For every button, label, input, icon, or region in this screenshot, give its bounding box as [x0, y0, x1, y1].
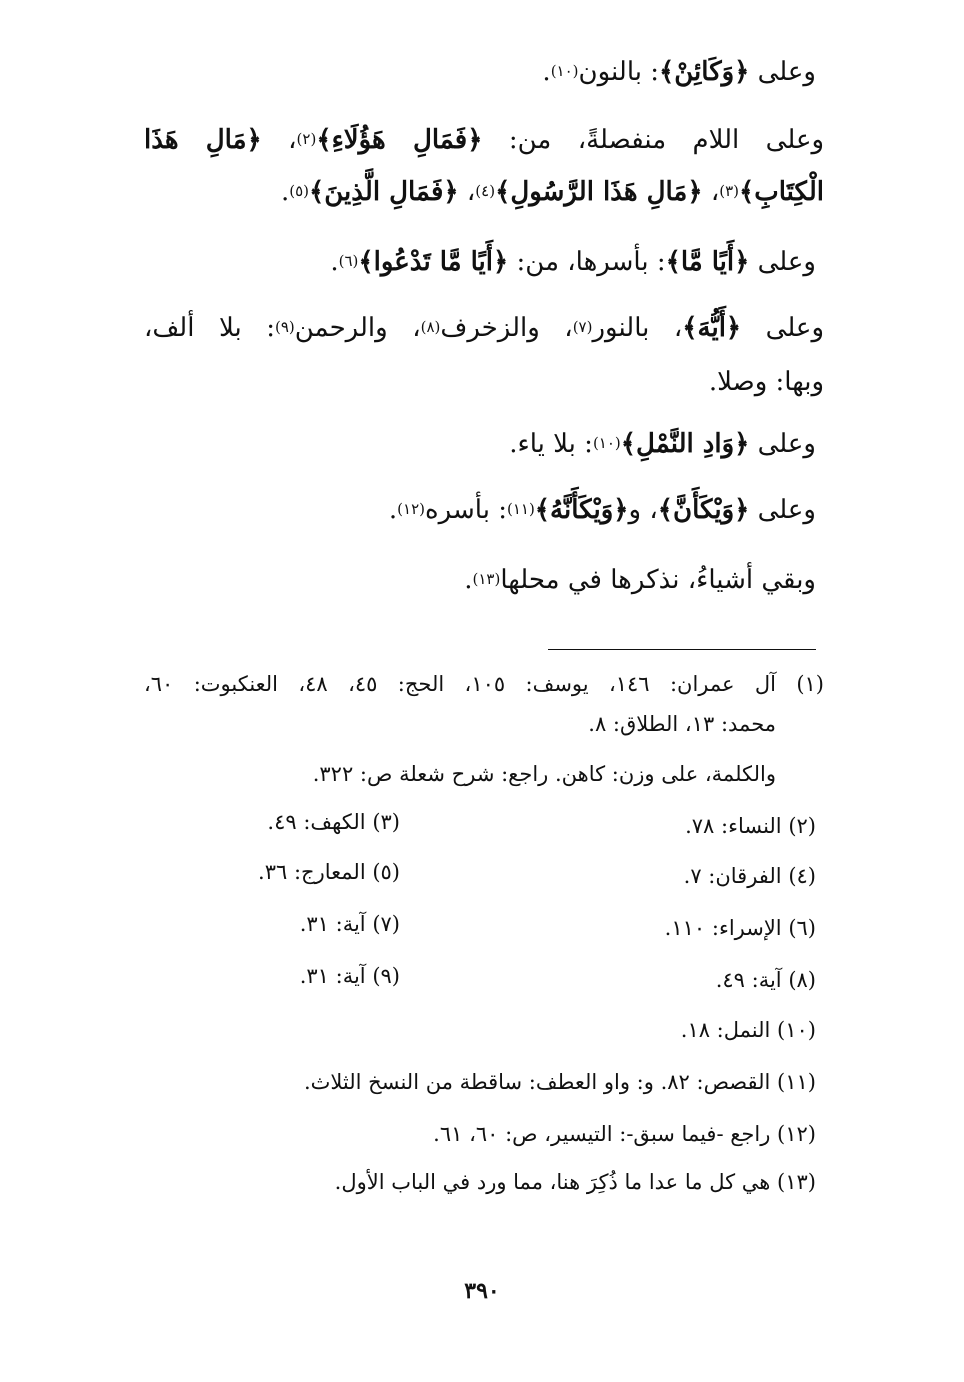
text: ، والرحمن — [294, 313, 421, 343]
footnote-ref: (٩) — [274, 318, 295, 336]
text: وعلى اللام منفصلةً، من: — [482, 125, 825, 155]
footnote-ref: (٧) — [572, 318, 593, 336]
footnote-8: (٨) آية: ٤٩. — [715, 968, 816, 992]
footnote-10: (١٠) النمل: ١٨. — [680, 1018, 816, 1042]
body-line-6: وبها: وصلا. — [708, 367, 824, 397]
footnote-ref: (٨) — [420, 318, 441, 336]
footnote-1: (١) آل عمران: ١٤٦، يوسف: ١٠٥، الحج: ٤٥، ٤٨، العنكبوت: ٦٠، — [144, 672, 824, 696]
footnote-ref: (٢) — [296, 130, 317, 148]
text: . — [280, 177, 290, 207]
footnote-2: (٢) النساء: ٧٨. — [685, 814, 816, 838]
text: وعلى — [749, 247, 816, 277]
footnote-ref: (٣) — [719, 182, 740, 200]
quran-quote: ﴿أَيًا مَّا تَدْعُوا﴾ — [358, 247, 509, 277]
body-line-1 — [542, 52, 816, 95]
body-line-2 — [144, 120, 824, 163]
footnote-11: (١١) القصص: ٨٢. و: واو العطف: ساقطة من النسخ الثلاث. — [303, 1070, 816, 1094]
quran-quote: ﴿أَيُّهَ﴾ — [682, 313, 742, 343]
footnote-1-cont: محمد: ١٣، الطلاق: ٨. — [588, 712, 776, 736]
body-line-9 — [464, 560, 816, 603]
footnote-9: (٩) آية: ٣١. — [299, 964, 400, 988]
quran-quote: الْكِتَابِ﴾ — [739, 177, 824, 207]
footnote-5: (٥) المعارج: ٣٦. — [258, 860, 400, 884]
text: وعلى — [749, 57, 816, 87]
footnote-4: (٤) الفرقان: ٧. — [683, 864, 816, 888]
text: وعلى — [741, 313, 825, 343]
quran-quote: ﴿مَالِ هَذَا — [144, 125, 262, 155]
footnote-6: (٦) الإسراء: ١١٠. — [664, 916, 816, 940]
footnote-ref: (١٢) — [397, 500, 426, 518]
footnote-ref: (٥) — [289, 182, 310, 200]
quran-quote: ﴿وَكَائِنْ﴾ — [659, 57, 750, 87]
text: : بأسره — [425, 495, 507, 525]
text: : بالنون — [578, 57, 660, 87]
footnote-ref: (٦) — [338, 252, 359, 270]
body-line-7 — [509, 424, 816, 467]
page-number: ٣٩٠ — [464, 1278, 500, 1304]
footnote-3: (٣) الكهف: ٤٩. — [267, 810, 400, 834]
body-line-3 — [281, 172, 824, 215]
quran-quote: ﴿أَيًا مَّا﴾ — [665, 247, 750, 277]
footnote-7: (٧) آية: ٣١. — [299, 912, 400, 936]
quran-quote: ﴿وَيْكَأَنَّ﴾ — [657, 495, 750, 525]
text: ، والزخرف — [440, 313, 573, 343]
text: ، بالنور — [592, 313, 683, 343]
footnote-1-note: والكلمة، على وزن: كاهن. راجع: شرح شعلة ص: ٣٢٢. — [312, 762, 776, 786]
footnote-ref: (١٠) — [550, 62, 579, 80]
quran-quote: ﴿فَمَالِ هَؤُلَاءِ﴾ — [316, 125, 483, 155]
quran-quote: ﴿وَيْكَأَنَّهُ﴾ — [534, 495, 629, 525]
text: وعلى — [749, 429, 816, 459]
text: : بلا ياء. — [509, 429, 593, 459]
quran-quote: ﴿فَمَالِ الَّذِينَ﴾ — [309, 177, 459, 207]
text: ، — [458, 177, 476, 207]
text: . — [542, 57, 551, 87]
body-line-5 — [144, 308, 824, 351]
text: . — [330, 247, 339, 277]
footnote-separator — [548, 649, 816, 650]
body-line-8 — [389, 490, 816, 533]
text: : بلا ألف، — [144, 313, 275, 343]
footnote-ref: (٤) — [475, 182, 496, 200]
footnote-12: (١٢) راجع -فيما سبق-: التيسير، ص: ٦٠، ٦١. — [433, 1122, 816, 1146]
text: وعلى — [749, 495, 816, 525]
footnote-ref: (١٣) — [472, 570, 501, 588]
footnote-13: (١٣) هي كل ما عدا ما ذُكِرَ هنا، مما ورد في الباب الأول. — [334, 1170, 816, 1194]
body-line-4 — [330, 242, 816, 285]
text: ، و — [628, 495, 658, 525]
footnote-ref: (١٠) — [592, 434, 621, 452]
quran-quote: ﴿وَادِ النَّمْلِ﴾ — [620, 429, 750, 459]
quran-quote: ﴿مَالِ هَذَا الرَّسُولِ﴾ — [495, 177, 703, 207]
text: . — [388, 495, 398, 525]
text: : بأسرها، من: — [508, 247, 666, 277]
text: . — [464, 565, 473, 595]
footnote-ref: (١١) — [506, 500, 535, 518]
text: وبقي أشياءُ، نذكرها في محلها — [500, 565, 816, 595]
text: ، — [702, 177, 720, 207]
text: ، — [261, 125, 297, 155]
